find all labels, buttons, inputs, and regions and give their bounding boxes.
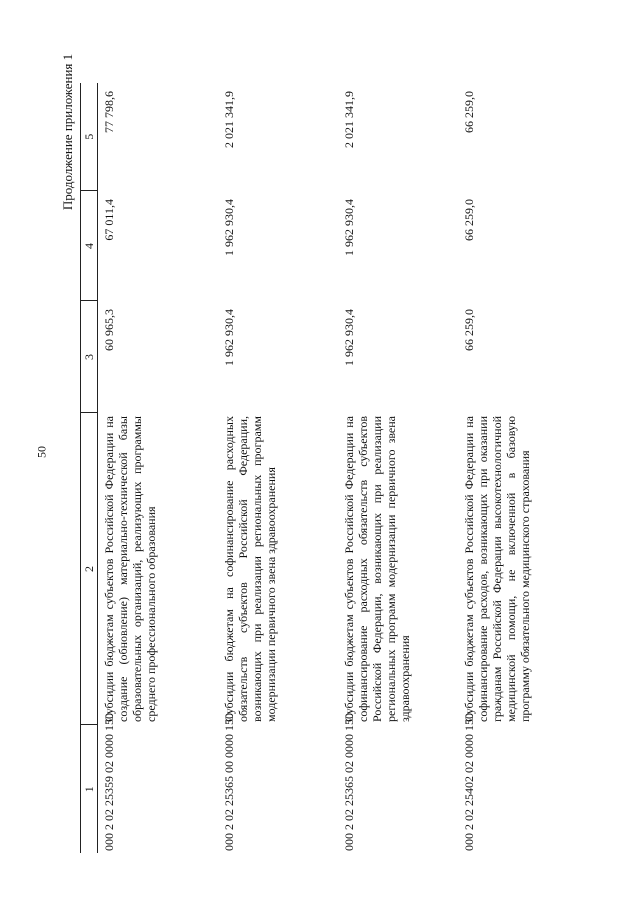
row-description: Субсидии бюджетам субъектов Российской Федерации на софинансирование расходов, возникающих при оказании гражданам Российской Федерации высокотехнологичной медицинской помощи, не включенной в базовую программу обязательного медицинского страхования bbox=[462, 416, 533, 722]
table-row bbox=[338, 83, 458, 853]
value-col5: 2 021 341,9 bbox=[342, 91, 357, 148]
value-col4: 67 011,4 bbox=[102, 199, 117, 241]
value-col4: 1 962 930,4 bbox=[222, 199, 237, 256]
value-col3: 1 962 930,4 bbox=[222, 309, 237, 366]
budget-code: 000 2 02 25365 02 0000 150 bbox=[342, 713, 357, 851]
column-header-5: 5 bbox=[81, 83, 98, 191]
value-col5: 77 798,6 bbox=[102, 91, 117, 133]
table-row bbox=[458, 83, 578, 853]
row-description: Субсидии бюджетам субъектов Российской Федерации на софинансирование расходных обязательств субъектов Российской Федерации, возникающих при реализации региональных программ модернизации первичного звена здравоохранения bbox=[342, 416, 413, 722]
column-header-4: 4 bbox=[81, 191, 98, 301]
column-header-1: 1 bbox=[81, 725, 98, 853]
budget-table-container bbox=[80, 83, 580, 853]
column-header-2: 2 bbox=[81, 413, 98, 725]
value-col3: 1 962 930,4 bbox=[342, 309, 357, 366]
row-description: Субсидии бюджетам субъектов Российской Федерации на создание (обновление) материально-технической базы образовательных организаций, реализующих программы среднего профессионального образования bbox=[102, 416, 159, 722]
value-col3: 66 259,0 bbox=[462, 309, 477, 351]
table-row bbox=[218, 83, 338, 853]
value-col4: 66 259,0 bbox=[462, 199, 477, 241]
value-col5: 2 021 341,9 bbox=[222, 91, 237, 148]
budget-code: 000 2 02 25402 02 0000 150 bbox=[462, 713, 477, 851]
budget-code: 000 2 02 25359 02 0000 150 bbox=[102, 713, 117, 851]
appendix-continuation-label: Продолжение приложения 1 bbox=[60, 53, 75, 211]
table-header-row bbox=[81, 83, 98, 853]
value-col3: 60 965,3 bbox=[102, 309, 117, 351]
page-number: 50 bbox=[34, 446, 49, 458]
budget-table bbox=[80, 83, 578, 853]
row-description: Субсидии бюджетам на софинансирование расходных обязательств субъектов Российской Федерации, возникающих при реализации региональных программ модернизации первичного звена здравоохранения bbox=[222, 416, 279, 722]
value-col5: 66 259,0 bbox=[462, 91, 477, 133]
table-row bbox=[98, 83, 219, 853]
column-header-3: 3 bbox=[81, 301, 98, 413]
budget-code: 000 2 02 25365 00 0000 150 bbox=[222, 713, 237, 851]
value-col4: 1 962 930,4 bbox=[342, 199, 357, 256]
